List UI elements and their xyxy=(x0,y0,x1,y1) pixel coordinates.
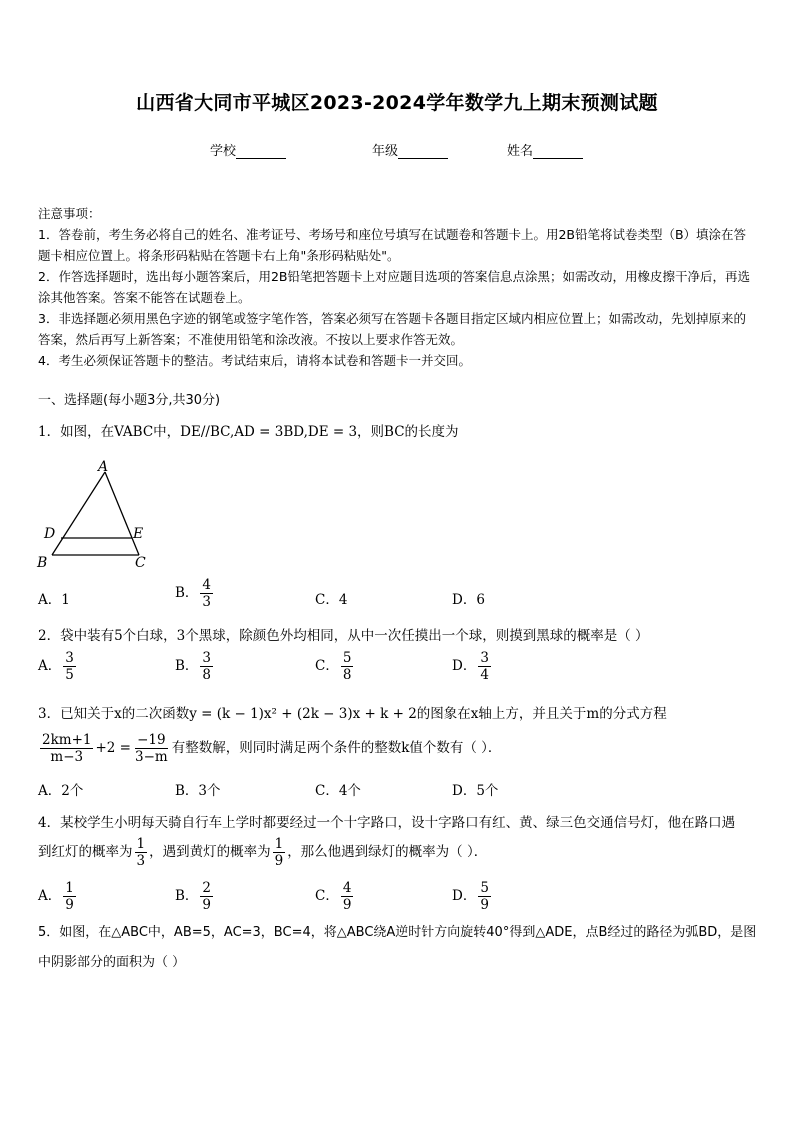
note-item: 1．答卷前，考生务必将自己的姓名、准考证号、考场号和座位号填写在试题卷和答题卡上。用2B铅笔将试卷类型（B）填涂在答题卡相应位置上。将条形码粘贴在答题卡右上角"条形码粘贴处"。 xyxy=(38,227,747,263)
label-C: C xyxy=(135,555,146,571)
label-B: B xyxy=(37,555,48,571)
q2-option-d[interactable]: D． $\frac{3}{4}$ xyxy=(452,650,489,683)
q2-option-b[interactable]: B． $\frac{3}{8}$ xyxy=(175,650,212,683)
name-field xyxy=(507,140,583,159)
name-blank xyxy=(533,144,583,159)
q4-option-c[interactable]: C． $\frac{4}{9}$ xyxy=(315,880,352,913)
q2-option-c[interactable]: C． $\frac{5}{8}$ xyxy=(315,650,352,683)
note-item: 3．非选择题必须用黑色字迹的钢笔或签字笔作答，答案必须写在答题卡各题目指定区域内相应位置上；如需改动，先划掉原来的答案，然后再写上新答案；不准使用铅笔和涂改液。不按以上要求作答无效。 xyxy=(38,311,746,347)
q1-option-c[interactable]: C．4 xyxy=(315,592,348,608)
notes-heading: 注意事项： xyxy=(38,206,101,221)
fraction: $\frac{1}{3}$ xyxy=(136,836,146,869)
note-item: 2．作答选择题时，选出每小题答案后，用2B铅笔把答题卡上对应题目选项的答案信息点涂黑；如需改动，用橡皮擦干净后，再选涂其他答案。答案不能答在试题卷上。 xyxy=(38,269,750,305)
q1-triangle-figure xyxy=(32,455,157,573)
school-label: 学校 xyxy=(210,144,237,159)
name-label: 姓名 xyxy=(507,144,534,159)
fraction: $\frac{1}{9}$ xyxy=(65,880,74,913)
q1-option-b[interactable] xyxy=(175,577,215,610)
q2-option-a[interactable]: A． $\frac{3}{5}$ xyxy=(38,650,74,683)
q4-option-b[interactable]: B． $\frac{2}{9}$ xyxy=(175,880,212,913)
fraction: $\frac{3}{4}$ xyxy=(480,650,489,683)
q1-option-a[interactable]: A．1 xyxy=(38,592,70,608)
section-heading: 一、选择题(每小题3分,共30分) xyxy=(38,393,221,408)
q4-line2: 到红灯的概率为 $\frac{1}{3}$ ，遇到黄灯的概率为 $\frac{1}{9}$ ，那么他遇到绿灯的概率为（ ）． xyxy=(38,836,488,869)
grade-field xyxy=(372,140,448,159)
q2-text: 2．袋中装有5个白球，3个黑球，除颜色外均相同，从中一次任摸出一个球，则摸到黑球的概率是（ ） xyxy=(38,628,649,644)
fraction: $\frac{5}{9}$ xyxy=(480,880,489,913)
school-field xyxy=(210,140,286,159)
q3-option-b[interactable]: B．3个 xyxy=(175,783,221,799)
fraction: $\frac{1}{9}$ xyxy=(274,836,284,869)
fraction: $\frac{3}{5}$ xyxy=(65,650,74,683)
label-A: A xyxy=(98,459,109,475)
fraction: $\frac{2km+1}{m-3}$ xyxy=(42,732,92,765)
note-item: 4．考生必须保证答题卡的整洁。考试结束后，请将本试卷和答题卡一并交回。 xyxy=(38,353,471,368)
side-AC xyxy=(105,472,139,555)
q3-line2: $\frac{2km+1}{m-3}$ +2 = $\frac{-19}{3-m}$ 有整数解，则同时满足两个条件的整数k值个数有（ ）． xyxy=(42,732,502,765)
fraction: $\frac{5}{8}$ xyxy=(342,650,352,683)
q3-line1: 3．已知关于x的二次函数y = (k − 1)x² + (2k − 3)x + k + 2的图象在x轴上方，并且关于m的分式方程 xyxy=(38,706,667,722)
side-AB xyxy=(52,472,105,555)
q3-option-c[interactable]: C．4个 xyxy=(315,783,361,799)
grade-blank xyxy=(398,144,448,159)
fraction: $\frac{4}{9}$ xyxy=(342,880,352,913)
q1-option-d[interactable]: D．6 xyxy=(452,592,485,608)
q4-option-d[interactable]: D． $\frac{5}{9}$ xyxy=(452,880,489,913)
fraction: $\frac{4}{3}$ xyxy=(202,577,212,610)
notes-block xyxy=(38,203,758,371)
grade-label: 年级 xyxy=(372,144,399,159)
q4-line1: 4．某校学生小明每天骑自行车上学时都要经过一个十字路口，设十字路口有红、黄、绿三色交通信号灯，他在路口遇 xyxy=(38,815,736,831)
q3-option-d[interactable]: D．5个 xyxy=(452,783,499,799)
fraction: $\frac{-19}{3-m}$ xyxy=(135,732,168,765)
q1-text: 1．如图，在VABC中，DE//BC,AD = 3BD,DE = 3，则BC的长度为 xyxy=(38,424,459,440)
q5-text: 5．如图，在△ABC中，AB=5，AC=3，BC=4，将△ABC绕A逆时针方向旋转40°得到△ADE，点B经过的路径为弧BD，是图中阴影部分的面积为（ ） xyxy=(38,925,757,970)
label-E: E xyxy=(133,526,144,542)
q4-option-a[interactable]: A． $\frac{1}{9}$ xyxy=(38,880,74,913)
school-blank xyxy=(236,144,286,159)
fraction: $\frac{2}{9}$ xyxy=(202,880,212,913)
label-D: D xyxy=(44,526,56,542)
option-label: B． xyxy=(175,585,199,601)
q3-option-a[interactable]: A．2个 xyxy=(38,783,84,799)
fraction: $\frac{3}{8}$ xyxy=(202,650,212,683)
page-title: 山西省大同市平城区2023-2024学年数学九上期末预测试题 xyxy=(136,92,658,114)
